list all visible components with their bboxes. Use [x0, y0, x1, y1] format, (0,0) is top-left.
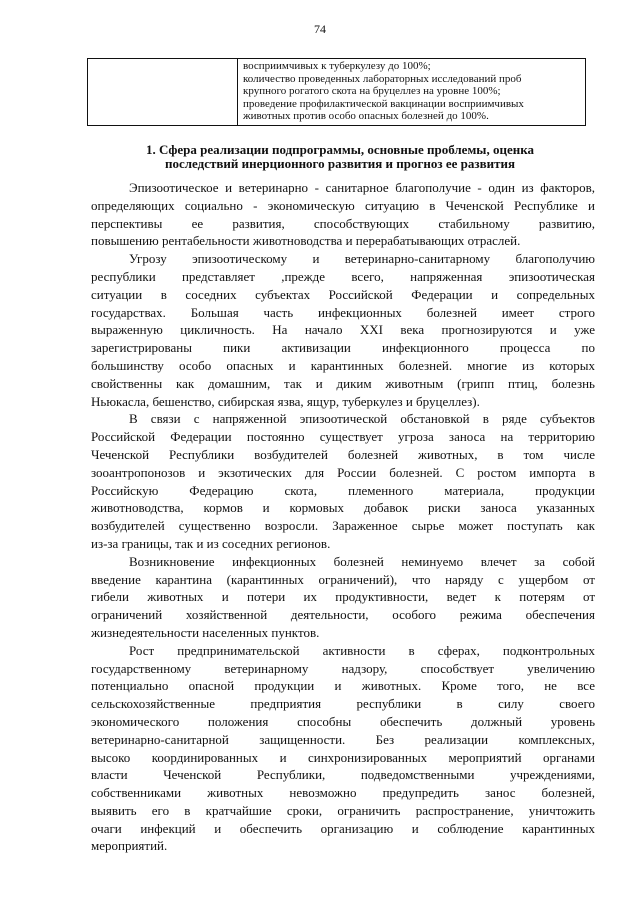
body-line: свойственны как домашним, так и диким животным (грипп птиц, болезнь: [91, 375, 595, 391]
body-line: сельскохозяйственные предприятия республики в силу своего: [91, 696, 595, 712]
body-line: государствах. Большая часть инфекционных болезней имеет строго: [91, 304, 595, 320]
body-line: республики представляет ,прежде всего, напряженная эпизоотическая: [91, 268, 595, 284]
body-line: определяющих социально - экономическую ситуацию в Чеченской Республике и: [91, 197, 595, 213]
body-line: Российскую Федерацию скота, племенного материала, продукции: [91, 482, 595, 498]
body-line: животноводства, кормов и кормовых добавок риски заноса указанных: [91, 500, 595, 516]
body-line: ветеринарно-санитарной защищенности. Без реализации комплексных,: [91, 731, 595, 747]
body-line: очаги инфекций и обеспечить организацию и соблюдение карантинных: [91, 820, 595, 836]
body-line: большинству особо опасных и карантинных болезней. многие из которых: [91, 357, 595, 373]
body-line: зооантропонозов и экзотических для России болезней. С ростом импорта в: [91, 464, 595, 480]
body-line: повышению рентабельности животноводства и перерабатывающих отраслей.: [91, 233, 521, 249]
table-line: количество проведенных лабораторных исследований проб: [243, 72, 522, 85]
body-line: Российской Федерации постоянно существует угроза заноса на территорию: [91, 429, 595, 445]
body-line: В связи с напряженной эпизоотической обстановкой в ряде субъектов: [129, 411, 595, 427]
body-line: возбудителей существенно возросли. Зараженное сырье может поступать как: [91, 518, 595, 534]
body-line: выявить его в кратчайшие сроки, ограничить распространение, уничтожить: [91, 802, 595, 818]
body-line: гибели животных и потери их продуктивности, ведет к потерям от: [91, 589, 595, 605]
body-line: власти Чеченской Республики, подведомственными учреждениями,: [91, 767, 595, 783]
section-heading: [90, 143, 590, 171]
indicators-table: [87, 58, 586, 126]
body-line: Возникновение инфекционных болезней неминуемо влечет за собой: [129, 553, 595, 569]
body-line: Угрозу эпизоотическому и ветеринарно-санитарному благополучию: [129, 251, 595, 267]
page-number: 74: [314, 22, 326, 36]
body-line: потенциально опасной продукции и животных. Кроме того, не все: [91, 678, 595, 694]
body-line: из-за границы, так и из соседних регионов.: [91, 535, 331, 551]
body-line: Ньюкасла, бешенство, сибирская язва, ящур, туберкулез и бруцеллез).: [91, 393, 480, 409]
table-line: восприимчивых к туберкулезу до 100%;: [243, 60, 431, 72]
body-line: ситуации в соседних субъектах Российской Федерации и сопредельных: [91, 286, 595, 302]
body-line: выраженную цикличность. На начало XXI века прогнозируются и уже: [91, 322, 595, 338]
table-line: крупного рогатого скота на бруцеллез на уровне 100%;: [243, 85, 501, 98]
table-cell-indicators: [238, 59, 586, 126]
body-line: введение карантина (карантинных ограничений), что наряду с ущербом от: [91, 571, 595, 587]
heading-line: последствий инерционного развития и прогноз ее развития: [164, 156, 516, 171]
body-line: мероприятий.: [91, 838, 168, 854]
heading-line: 1. Сфера реализации подпрограммы, основные проблемы, оценка: [145, 142, 534, 157]
table-line: проведение профилактической вакцинации восприимчивых: [243, 97, 524, 110]
body-line: высоко координированных и синхронизированных мероприятий органами: [91, 749, 595, 765]
body-line: перспективы ее развития, способствующих стабильному развитию,: [91, 215, 595, 231]
body-line: зарегистрированы пики активизации инфекционного процесса по: [91, 340, 595, 356]
body-line: Чеченской Республики возбудителей болезней животных, в том числе: [91, 446, 595, 462]
body-line: Эпизоотическое и ветеринарно - санитарное благополучие - один из факторов,: [129, 180, 595, 195]
body-text: [91, 179, 595, 855]
table-line: животных против особо опасных болезней до 100%.: [243, 110, 489, 123]
table-row: [88, 59, 586, 126]
body-line: государственному ветеринарному надзору, способствует увеличению: [91, 660, 595, 676]
body-line: жизнедеятельности населенных пунктов.: [91, 624, 320, 640]
table-cell-empty: [88, 59, 238, 126]
body-line: собственниками животных невозможно предупредить занос болезней,: [91, 785, 595, 801]
body-line: ограничений хозяйственной деятельности, особого режима обеспечения: [91, 607, 595, 623]
body-line: экономического положения способны обеспечить должный уровень: [91, 713, 595, 729]
body-line: Рост предпринимательской активности в сферах, подконтрольных: [129, 642, 595, 658]
